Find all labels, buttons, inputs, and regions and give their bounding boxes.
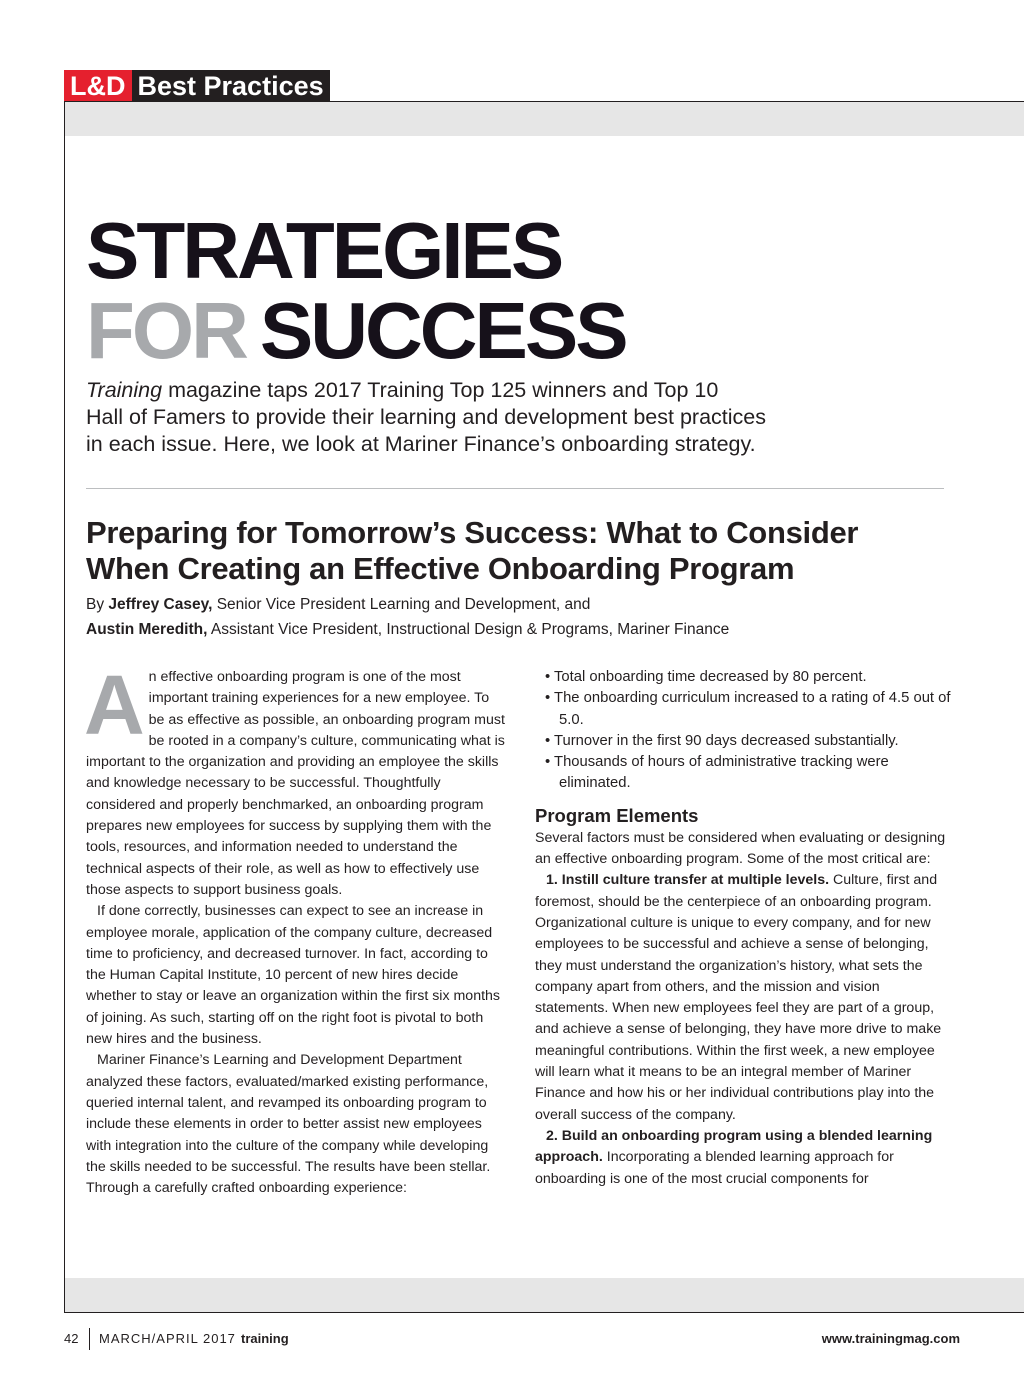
frame-bottom-border bbox=[64, 1312, 1024, 1313]
issue-date: MARCH/APRIL 2017 bbox=[99, 1331, 236, 1346]
intro-italic-training: Training bbox=[86, 378, 163, 402]
paragraph-1-text: n effective onboarding program is one of the most important training experiences for a new employee. To be as effective as possible, an onboarding program must be rooted in a company’s culture, communicating what is important to the organization and providing an employee the skills and knowledge necessary to be successful. Thoughtfully considered and properly benchmarked, an onboarding program prepares new employees for success by supplying them with the tools, resources, and information needed to understand the technical aspects of their role, as well as how to effectively use those aspects to support business goals. bbox=[86, 669, 505, 898]
author-1-name: Jeffrey Casey, bbox=[108, 596, 213, 613]
headline-line-2: When Creating an Effective Onboarding Program bbox=[86, 551, 795, 586]
byline-prefix: By bbox=[86, 596, 109, 613]
intro-line-2: Hall of Famers to provide their learning and development best practices bbox=[86, 405, 766, 429]
intro-line-3: in each issue. Here, we look at Mariner Finance’s onboarding strategy. bbox=[86, 432, 756, 456]
byline-2 bbox=[86, 620, 946, 640]
intro-line-1: magazine taps 2017 Training Top 125 winners and Top 10 bbox=[162, 378, 719, 402]
item-1-heading: 1. Instill culture transfer at multiple levels. bbox=[546, 872, 830, 889]
bottom-grey-band bbox=[65, 1278, 1024, 1312]
section-tag-ld: L&D bbox=[64, 70, 132, 102]
author-1-role: Senior Vice President Learning and Development, and bbox=[212, 596, 591, 613]
footer-divider bbox=[89, 1328, 90, 1350]
paragraph-2: If done correctly, businesses can expect to see an increase in employee morale, application of the company culture, decreased time to proficiency, and decreased turnover. In fact, according to the Human Capital Institute, 10 percent of new hires decide whether to stay or leave an organization within the first six months of joining. As such, starting off on the right foot is pivotal to both new hires and the business. bbox=[86, 903, 501, 1048]
left-column bbox=[84, 658, 506, 1199]
section-intro: Several factors must be considered when evaluating or designing an effective onboarding program. Some of the most critical are: bbox=[535, 829, 946, 868]
list-item: • Thousands of hours of administrative tracking were eliminated. bbox=[535, 752, 953, 795]
paragraph-3: Mariner Finance’s Learning and Development Department analyzed these factors, evaluated/marked existing performance, queried internal talent, and revamped its onboarding program to include these elements in order to better assist new employees with integration into the culture of the company while developing the skills needed to be successful. The results have been stellar. Through a carefully crafted onboarding experience: bbox=[86, 1052, 491, 1197]
article-headline bbox=[86, 515, 946, 587]
author-2-name: Austin Meredith, bbox=[86, 621, 208, 638]
magazine-name: training bbox=[241, 1331, 289, 1346]
list-item: • Total onboarding time decreased by 80 percent. bbox=[535, 667, 953, 688]
title-line-1: STRATEGIES bbox=[86, 206, 562, 295]
separator-rule bbox=[86, 488, 944, 489]
headline-line-1: Preparing for Tomorrow’s Success: What to Consider bbox=[86, 515, 859, 550]
item-1-text: Culture, first and foremost, should be the centerpiece of an onboarding program. Organizational culture is unique to every company, and for new employees to be successful and achieve a sense of belonging, they must understand the organization’s history, what sets the company apart from others, and the mission and vision statements. When new employees feel they are part of a group, and achieve a sense of belonging, they have more drive to make meaningful contributions. Within the first week, a new employee will learn what it means to be an integral member of Mariner Finance and how his or her individual contributions play into the overall success of the company. bbox=[535, 872, 942, 1123]
title-for: FOR bbox=[86, 286, 246, 375]
section-tag-best-practices: Best Practices bbox=[132, 70, 330, 102]
frame-left-border bbox=[64, 102, 65, 1312]
title-success: SUCCESS bbox=[259, 286, 626, 375]
list-item: • The onboarding curriculum increased to a rating of 4.5 out of 5.0. bbox=[535, 688, 953, 731]
drop-cap: A bbox=[84, 658, 145, 752]
title-line-2 bbox=[86, 288, 626, 374]
right-column bbox=[535, 667, 953, 1190]
top-grey-band bbox=[65, 102, 1024, 136]
item-1 bbox=[535, 870, 953, 1126]
item-2 bbox=[535, 1126, 953, 1190]
results-list bbox=[535, 667, 953, 795]
website-link[interactable]: www.trainingmag.com bbox=[821, 1331, 960, 1346]
author-2-role: Assistant Vice President, Instructional Design & Programs, Mariner Finance bbox=[207, 621, 730, 638]
page-number: 42 bbox=[64, 1331, 79, 1346]
byline-1 bbox=[86, 595, 946, 615]
item-2-text: Incorporating a blended learning approach for onboarding is one of the most crucial components for bbox=[535, 1149, 894, 1187]
paragraph-1 bbox=[84, 658, 506, 901]
list-item: • Turnover in the first 90 days decreased substantially. bbox=[535, 731, 953, 752]
section-heading-program-elements: Program Elements bbox=[535, 804, 699, 826]
item-2-heading: 2. Build an onboarding program using a blended learning approach. bbox=[535, 1127, 933, 1166]
intro-text bbox=[86, 377, 806, 458]
section-tag bbox=[64, 70, 330, 102]
